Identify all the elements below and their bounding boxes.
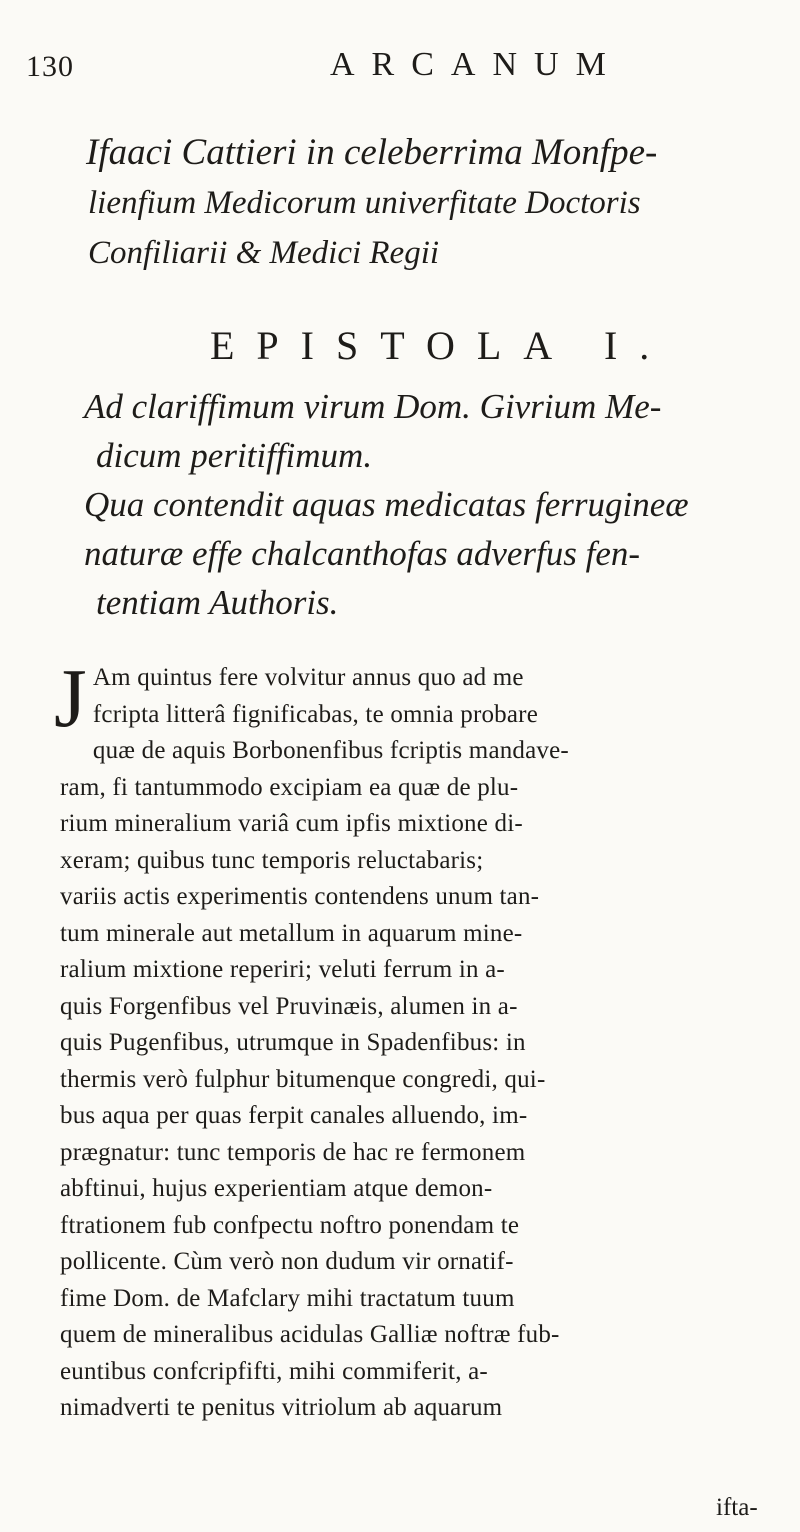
body-line: Am quintus fere volvitur annus quo ad me [92,664,524,691]
body-paragraph [54,652,790,1427]
body-line: xeram; quibus tunc temporis reluctabaris; [60,846,484,874]
drop-cap: J [54,652,87,745]
summary-line-5: tentiam Authoris. [96,583,339,622]
body-line: ralium mixtione reperiri; veluti ferrum in a- [60,956,505,983]
summary-line-4: naturæ effe chalcanthofas adverfus fen- [84,534,641,573]
body-line: fcripta litterâ fignificabas, te omnia probare [92,700,539,728]
heading-line-3: Confiliarii & Medici Regii [88,235,440,271]
body-line: ftrationem fub confpectu noftro ponendam te [60,1211,520,1239]
body-line: rium mineralium variâ cum ipfis mixtione di- [60,810,523,837]
body-line: fime Dom. de Mafclary mihi tractatum tuum [60,1284,515,1312]
body-line: thermis verò fulphur bitumenque congredi, qui- [60,1065,546,1093]
body-line: pollicente. Cùm verò non dudum vir ornatif- [60,1248,514,1275]
body-line: tum minerale aut metallum in aquarum mine- [60,919,523,947]
body-line: bus aqua per quas ferpit canales alluendo, im- [60,1102,528,1129]
body-line: quis Pugenfibus, utrumque in Spadenfibus: in [60,1029,526,1056]
body-line: quæ de aquis Borbonenfibus fcriptis mandave- [92,737,569,764]
letter-summary [84,382,794,627]
running-head: ARCANUM [330,46,623,83]
body-line: variis actis experimentis contendens unum tan- [60,883,540,910]
letter-heading [86,128,786,278]
catchword: ifta- [716,1494,758,1521]
epistola-title: EPISTOLA I. [210,323,672,368]
summary-line-1: Ad clariffimum virum Dom. Givrium Me- [84,387,662,426]
body-line: prægnatur: tunc temporis de hac re fermonem [60,1138,526,1166]
body-line: ram, fi tantummodo excipiam ea quæ de plu- [60,773,519,801]
body-lines [60,660,790,1427]
page-header [0,46,800,86]
heading-line-1: Ifaaci Cattieri in celeberrima Monfpe- [86,132,658,173]
body-line: quem de mineralibus acidulas Galliæ noftræ fub- [60,1321,560,1348]
summary-line-2: dicum peritiffimum. [96,436,373,475]
body-line: euntibus confcripfifti, mihi commiferit, a- [60,1357,488,1385]
body-line: abftinui, hujus experientiam atque demon- [60,1175,493,1202]
body-line: quis Forgenfibus vel Pruvinæis, alumen in a- [60,992,518,1020]
summary-line-3: Qua contendit aquas medicatas ferrugineæ [84,485,689,524]
page-number: 130 [26,50,74,83]
body-line: nimadverti te penitus vitriolum ab aquarum [60,1394,503,1421]
heading-line-2: lienfium Medicorum univerfitate Doctoris [88,185,641,221]
